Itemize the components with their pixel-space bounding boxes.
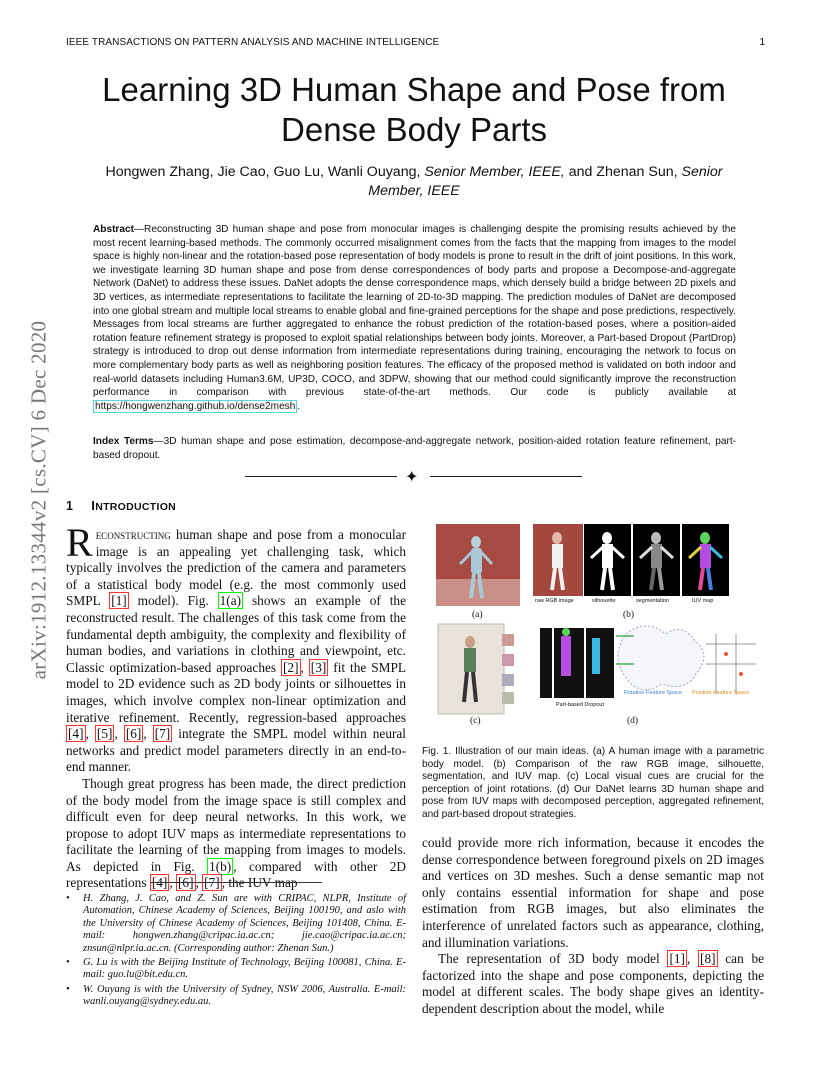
panel-b-label-segmentation: segmentation [636, 598, 670, 604]
panel-d-label-dropout: Part-based Dropout [556, 702, 604, 708]
panel-b-label-iuv: IUV map [692, 598, 714, 604]
figure-link[interactable]: 1(b) [209, 858, 232, 874]
intro-text: , [143, 726, 153, 742]
section-first-letter: I [91, 498, 96, 513]
citation-link[interactable]: [2] [283, 659, 299, 675]
divider-left [245, 476, 397, 477]
index-terms [93, 435, 736, 462]
citation-link[interactable]: [6] [125, 726, 142, 742]
panel-c-label: (c) [470, 716, 481, 726]
citation-link[interactable]: [5] [96, 726, 113, 742]
index-terms-label: Index Terms [93, 436, 154, 447]
section-heading [66, 498, 176, 513]
divider-star-icon: ✦ [405, 469, 419, 486]
intro-text: integrate the SMPL model within neural networks and predict model parameters directly in an end-to-end manner. [66, 726, 407, 775]
panel-b-label: (b) [623, 610, 635, 620]
citation-link[interactable]: [3] [310, 659, 327, 675]
abstract-end: . [297, 400, 301, 412]
title-line-1: Learning 3D Human Shape and Pose from [102, 71, 726, 108]
intro-text: fit the SMPL model to 2D evidence such as 2D body joints or silhouettes in images, which involve complex non-linear optimization and iterative refinement. Recently, regression-based approaches [66, 659, 406, 725]
panel-d-label-rotation: Rotation Feature Space [624, 690, 683, 696]
intro-paragraph-2-cont: could provide more rich information, because it encodes the dense correspondence between foreground pixels on 2D images and vertices on 3D meshes. Such a dense semantic map not only contains essential information for shape and pose estimation from RGB images, but also eliminates the interference of unrelated factors such as appearance, clothing, and illumination variations. [422, 835, 764, 950]
intro-paragraph-2 [66, 776, 406, 892]
panel-d-label: (d) [627, 716, 639, 726]
author-names-2: and Zhenan Sun, [568, 164, 678, 180]
footnote-item: • W. Ouyang is with the University of Sydney, NSW 2006, Australia. E-mail: wanli.ouyang@sydney.edu.au. [66, 984, 406, 1009]
title-line-2: Dense Body Parts [281, 111, 547, 148]
abstract [93, 223, 736, 413]
intro-text: , [686, 951, 699, 967]
page-number: 1 [759, 37, 765, 48]
panel-a-label: (a) [472, 610, 483, 620]
intro-text: , [114, 726, 124, 742]
author-list [60, 163, 768, 201]
intro-text: Though great progress has been made, the direct prediction of the body model from the image space is still complex and difficult even for deep neural networks. In this work, we propose to adopt IUV maps as intermediate representations to facilitate the learning of the mapping from images to models. As depicted in Fig. [66, 775, 406, 874]
intro-text: model). Fig. [128, 593, 218, 609]
citation-link[interactable]: [1] [669, 951, 685, 967]
abstract-text: —Reconstructing 3D human shape and pose from monocular images is challenging despite the promising results achieved by the most recent learning-based methods. The commonly occurred misalignment comes from the facts that the mapping from images to the model space is highly non-linear and the rotation-based pose representation of body models is prone to result in the drift of joint positions. In this work, we investigate learning 3D human shape and pose from dense correspondences of body parts and propose a Decompose-and-aggregate Network (DaNet) to address these issues. DaNet adopts the dense correspondence maps, which densely build a bridge between 2D pixels and 3D vertices, as intermediate representations to facilitate the learning of 2D-to-3D mapping. The prediction modules of DaNet are decomposed into one global stream and multiple local streams to enable global and fine-grained perceptions for the shape and pose predictions, respectively. Messages from local streams are further aggregated to enhance the robust prediction of the rotation-based poses, where a position-aided rotation feature refinement strategy is proposed to exploit spatial relationships between body joints. Moreover, a Part-based Dropout (PartDrop) strategy is introduced to drop out dense information from intermediate representations during training, encouraging the network to focus on more complementary body parts as well as neighboring position features. The efficacy of the proposed method is validated on both indoor and real-world datasets including Human3.6M, UP3D, COCO, and 3DPW, showing that our method could significantly improve the reconstruction performance in comparison with previous state-of-the-art methods. Our code is publicly available at [93, 224, 736, 399]
intro-text: , [85, 726, 95, 742]
paper-title [60, 70, 768, 150]
citation-link[interactable]: [4] [68, 726, 84, 742]
panel-b-label-rgb: raw RGB image [535, 598, 574, 604]
footnote-item: • H. Zhang, J. Cao, and Z. Sun are with CRIPAC, NLPR, Institute of Automation, Chinese Academy of Sciences, Beijing 100190, and aslo with the University of Chinese Academy of Sciences, Beijing 101408, China. E-mail: hongwen.zhang@cripac.ia.ac.cn; jie.cao@cripac.ia.ac.cn; znsun@nlpr.ia.ac.cn. (Corresponding author: Zhenan Sun.) [66, 893, 406, 955]
divider-right [430, 476, 582, 477]
intro-text: The representation of 3D body model [438, 951, 668, 967]
section-title-rest: NTRODUCTION [95, 501, 177, 513]
citation-link[interactable]: [8] [700, 951, 716, 967]
intro-right-column [422, 835, 764, 1018]
citation-link[interactable]: [7] [154, 726, 171, 742]
author-role-2a: Senior [681, 164, 723, 180]
intro-left-column [66, 520, 407, 892]
arxiv-stamp-text: arXiv:1912.13344v2 [cs.CV] 6 Dec 2020 [26, 320, 51, 680]
intro-paragraph-1 [66, 520, 407, 776]
author-role-1: Senior Member, IEEE, [424, 164, 565, 180]
author-role-2b: Member, IEEE [368, 183, 460, 199]
intro-smallcaps: econstructing [95, 527, 171, 542]
figure-link[interactable]: 1(a) [219, 593, 242, 609]
panel-d-label-position: Position Feature Space [692, 690, 750, 696]
journal-header: IEEE TRANSACTIONS ON PATTERN ANALYSIS AND MACHINE INTELLIGENCE [66, 37, 440, 48]
panel-b-label-silhouette: silhouette [592, 598, 616, 604]
arxiv-stamp [19, 292, 59, 708]
intro-text: can be factorized into the shape and pose components, depicting the model at different scales. The body shape gives an identity-dependent description about the model, while [422, 951, 764, 1016]
dropcap: R [66, 520, 93, 565]
section-number: 1 [66, 499, 74, 513]
code-link[interactable]: https://hongwenzhang.github.io/dense2mesh [95, 400, 296, 412]
footnote-rule [150, 882, 322, 883]
intro-text: , [300, 659, 309, 675]
footnotes [66, 893, 406, 1011]
index-terms-text: —3D human shape and pose estimation, decompose-and-aggregate network, position-aided rotation feature refinement, part-based dropout. [93, 436, 736, 461]
panel-d-input [540, 628, 552, 698]
intro-text: human shape and pose from a monocular image is an appealing yet challenging task, which typically involves the prediction of the camera and parameters of a statistical body model (e.g. the most commonly used SMPL [66, 527, 406, 609]
footnote-item: • G. Lu is with the Beijing Institute of Technology, Beijing 100081, China. E-mail: guo.lu@bit.edu.cn. [66, 957, 406, 982]
figure-1 [436, 524, 766, 734]
intro-text: , compared with other 2D representations [66, 858, 406, 891]
citation-link[interactable]: [1] [111, 593, 127, 609]
figure-caption: Fig. 1. Illustration of our main ideas. (a) A human image with a parametric body model. (b) Comparison of the raw RGB image, silhouette, segmentation, and IUV map. (c) Local visual cues are crucial for the perception of joint rotations. (d) Our DaNet learns 3D human shape and pose from IUV maps with decomposed perception, aggregated refinement, and part-based dropout strategies. [422, 746, 764, 820]
abstract-label: Abstract [93, 224, 134, 235]
intro-text: shows an example of the reconstructed result. The challenges of this task come from the fundamental depth ambiguity, the complexity and flexibility of human bodies, and variations in clothing and viewpoint, etc. Classic optimization-based approaches [66, 593, 406, 675]
intro-paragraph-3 [422, 951, 764, 1017]
author-names-1: Hongwen Zhang, Jie Cao, Guo Lu, Wanli Ouyang, [105, 164, 421, 180]
